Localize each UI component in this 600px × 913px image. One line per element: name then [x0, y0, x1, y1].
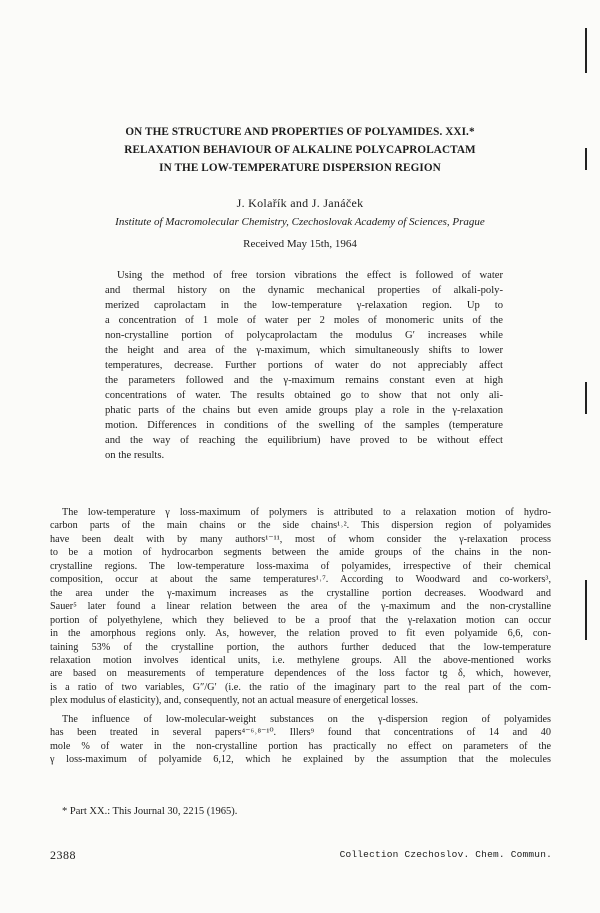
body-line: composition, occur at about the same temperatures¹˒⁷. According to Woodward and co-workers³, [50, 574, 551, 586]
abstract-line: and thermal history on the dynamic mechanical properties of alkali-poly- [105, 285, 503, 296]
page-number: 2388 [50, 848, 76, 862]
body-line: crystalline regions. The low-temperature loss-maxima of polyamides, irrespective of their chemical [50, 560, 551, 572]
scan-edge-mark [585, 580, 587, 640]
body-line: is a ratio of two variables, G″/G′ (i.e. the ratio of the imaginary part to the real part of the com- [50, 681, 551, 693]
body-line: portion of polyethylene, which they believed to be a proof that the γ-relaxation motion can occur [50, 614, 551, 626]
abstract-line: concentrations of water. The results obtained go to show that not only ali- [105, 390, 503, 401]
abstract-line: temperatures, decrease. Further portions of water do not appreciably affect [105, 360, 503, 371]
abstract-line: the height and area of the γ-maximum, which simultaneously shifts to lower [105, 345, 503, 356]
body-line: The influence of low-molecular-weight substances on the γ-dispersion region of polyamides [62, 713, 551, 725]
abstract-line: the parameters followed and the γ-maximum remains constant even at high [105, 375, 503, 386]
abstract-line: a concentration of 1 mole of water per 2 moles of monomeric units of the [105, 315, 503, 326]
scan-edge-mark [585, 382, 587, 414]
body-line: Sauer⁵ later found a linear relation between the area of the γ-maximum and the non-crystalline [50, 601, 551, 613]
footnote: * Part XX.: This Journal 30, 2215 (1965). [62, 806, 238, 817]
abstract-line: motion. Differences in conditions of the swelling of the samples (temperature [105, 420, 503, 431]
journal-name: Collection Czechoslov. Chem. Commun. [339, 849, 552, 860]
body-line: γ loss-maximum of polyamide 6,12, which he explained by the assumption that the molecules [50, 754, 551, 766]
body-line: are based on measurements of temperature dependences of the loss factor tg δ, which, however, [50, 668, 551, 680]
abstract-line: merized caprolactam in the low-temperature γ-relaxation region. Up to [105, 300, 503, 311]
abstract-line: non-crystalline portion of polycaprolactam the modulus G′ increases while [105, 330, 503, 341]
body-line: taining 53% of the crystalline portion, the authors further deduced that the low-temperature [50, 641, 551, 653]
abstract [105, 268, 503, 463]
abstract-line: Using the method of free torsion vibrations the effect is followed of water [117, 270, 503, 281]
abstract-line: on the results. [105, 450, 165, 461]
body-line: have been dealt with by many authors¹⁻¹¹, most of whom consider the γ-relaxation process [50, 533, 551, 545]
body-line: in the amorphous regions only. As, however, the relation proved to fit even polyamide 6,6, con- [50, 628, 551, 640]
body-line: The low-temperature γ loss-maximum of polymers is attributed to a relaxation motion of hydro- [62, 507, 551, 518]
body-line: has been treated in several papers⁴⁻⁶˒⁸⁻¹⁰. Illers⁹ found that concentrations of 14 and 40 [50, 727, 551, 739]
body-line: plex modulus of elasticity), and, consequently, not an actual measure of energetical losses. [50, 695, 419, 707]
article-title [50, 123, 550, 177]
body-line: to be a motion of hydrocarbon segments between the amide groups of the chains in the non- [50, 547, 551, 559]
abstract-line: and the way of reaching the equilibrium) have proved to be without effect [105, 435, 503, 446]
body-line: mole % of water in the non-crystalline portion has practically no effect on parameters of the [50, 740, 551, 752]
scan-edge-mark [585, 28, 587, 73]
authors: J. Kolařík and J. Janáček [236, 196, 364, 210]
title-line: RELAXATION BEHAVIOUR OF ALKALINE POLYCAPROLACTAM [124, 144, 476, 156]
body-line: relaxation motion involves identical units, i.e. methylene groups. All the above-mentioned works [50, 654, 551, 666]
received-date: Received May 15th, 1964 [243, 238, 357, 250]
abstract-line: phatic parts of the chains but even amide groups play a role in the γ-relaxation [105, 405, 503, 416]
scan-edge-mark [585, 148, 587, 170]
institute: Institute of Macromolecular Chemistry, Czechoslovak Academy of Sciences, Prague [115, 216, 485, 228]
title-line: IN THE LOW-TEMPERATURE DISPERSION REGION [159, 162, 441, 174]
title-line: ON THE STRUCTURE AND PROPERTIES OF POLYAMIDES. XXI.* [125, 126, 475, 138]
body-text [50, 506, 551, 767]
body-line: carbon parts of the main chains or the side chains¹˒². This dispersion region of polyamides [50, 520, 551, 532]
body-line: the area under the γ-maximum increases as the crystalline portion decreases. Woodward and [50, 587, 551, 599]
